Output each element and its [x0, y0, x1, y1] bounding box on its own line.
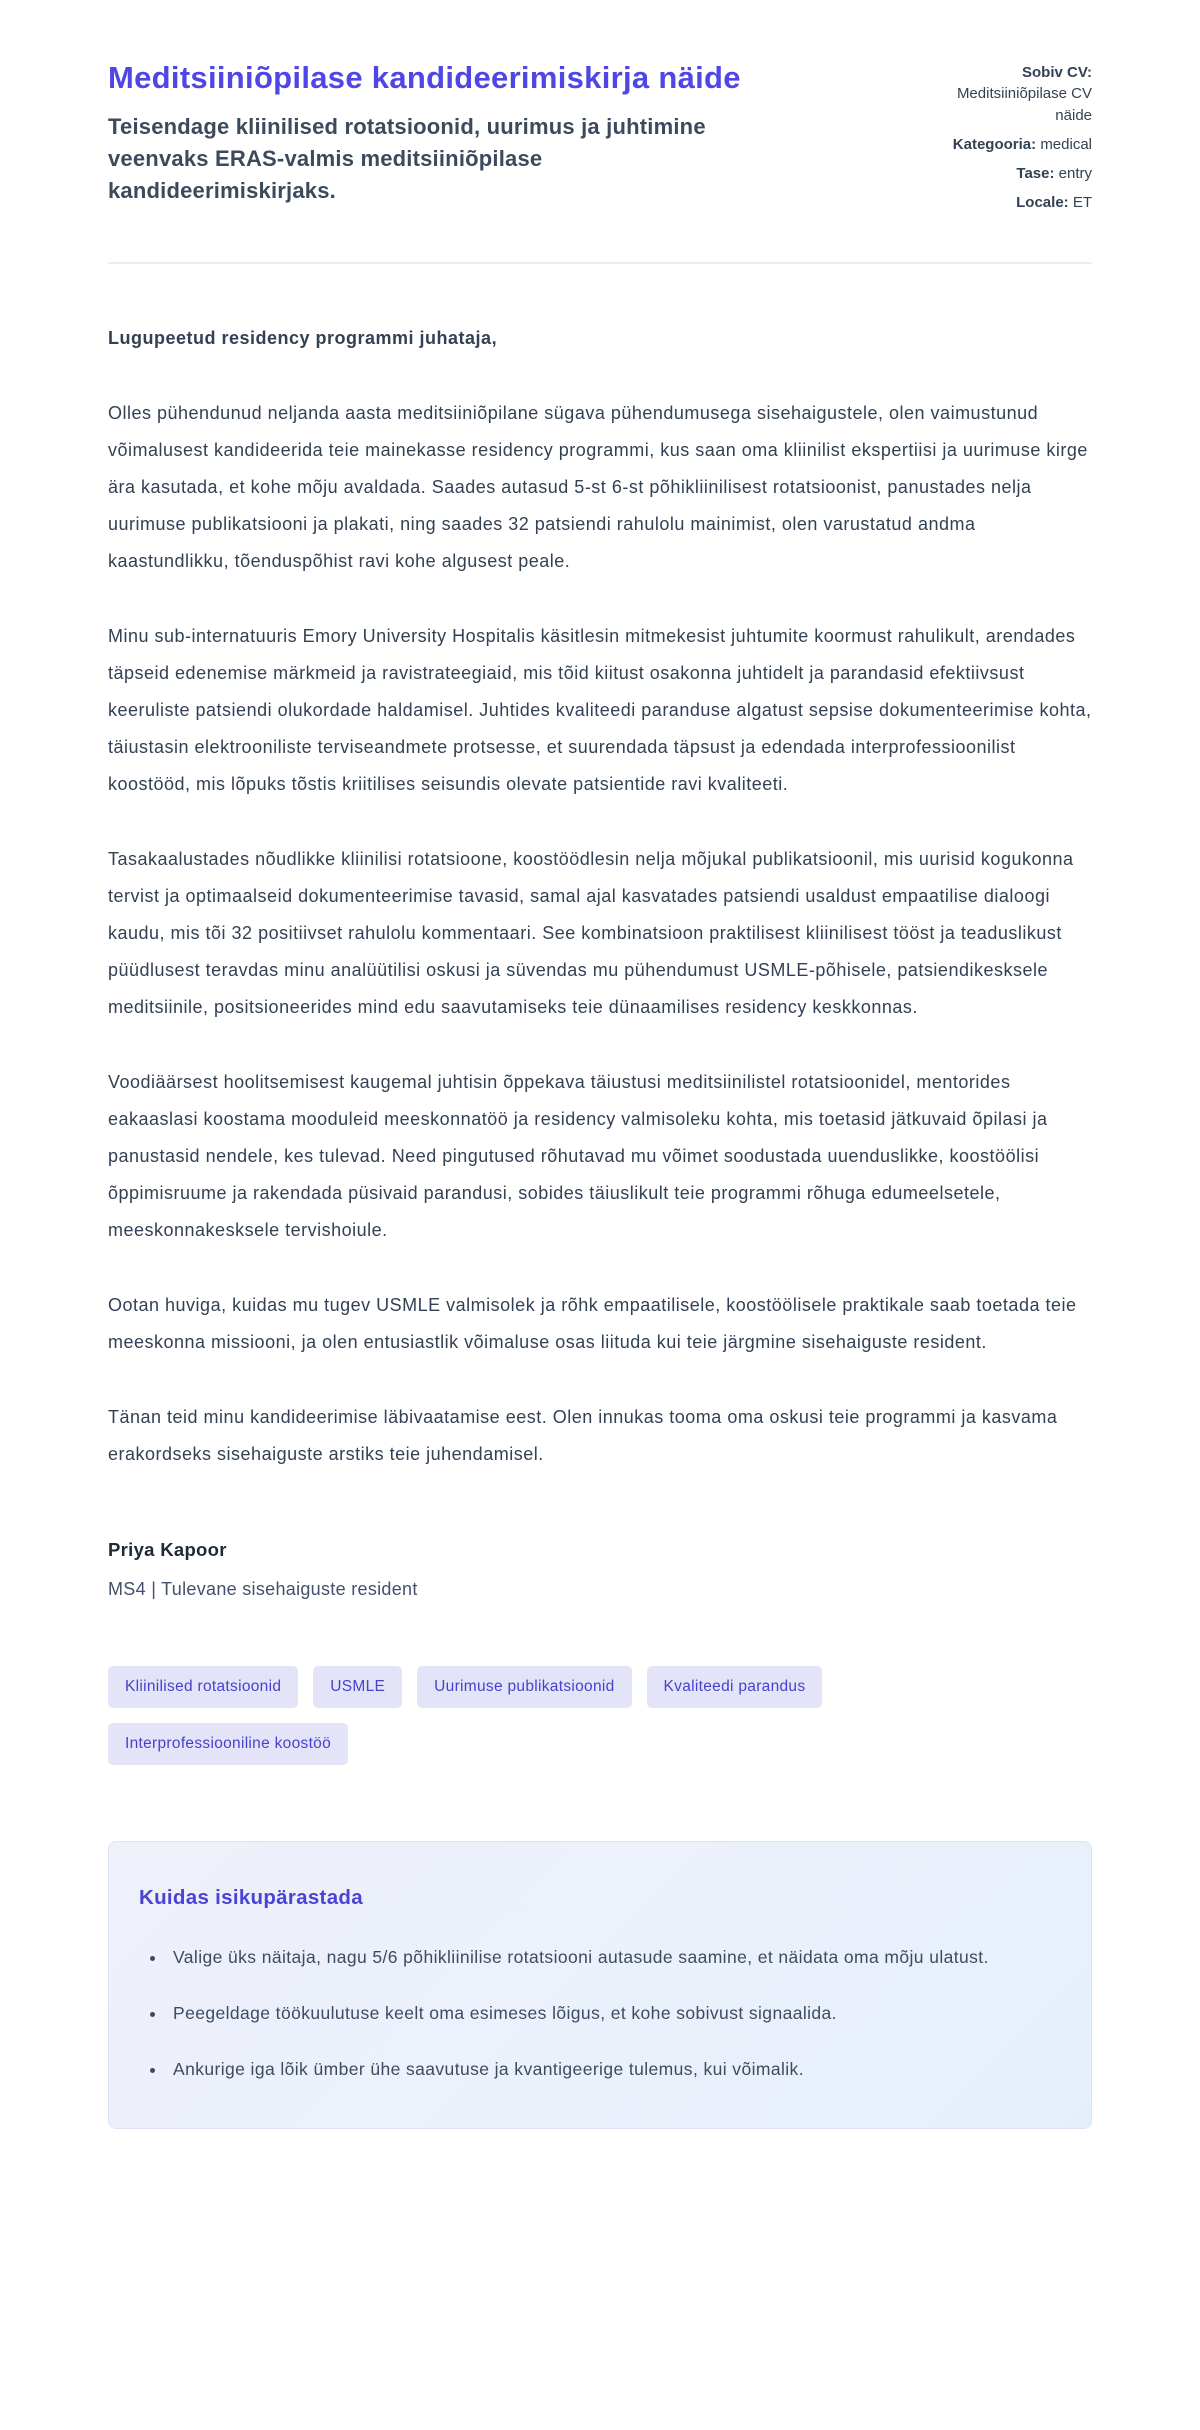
callout-bullet: • Ankurige iga lõik ümber ühe saavutuse ja kvantigeerige tulemus, kui võimalik.	[167, 2052, 1059, 2086]
letter-paragraph: Olles pühendunud neljanda aasta meditsiiniõpilane sügava pühendumusega sisehaigustele, olen vaimustunud võimalusest kandideerida teie mainekasse residency programmi, kus saan oma kliinilist ekspertiisi ja uurimuse kirge ära kasutada, et kohe mõju avaldada. Saades autasud 5-st 6-st põhikliinilisest rotatsioonist, panustades nelja uurimuse publikatsiooni ja plakati, ning saades 32 patsiendi rahulolu mainimist, olen varustatud andma kaastundlikku, tõenduspõhist ravi kohe algusest peale.	[108, 402, 1088, 571]
tag-chip-quality-improvement: Kvaliteedi parandus	[647, 1666, 823, 1708]
tag-list	[108, 1666, 1008, 1765]
header-left	[108, 58, 768, 207]
page-subtitle: Teisendage kliinilised rotatsioonid, uurimus ja juhtimine veenvaks ERAS-valmis meditsiiniõpilase kandideerimiskirjaks.	[108, 113, 706, 203]
meta-matching-cv-value: Meditsiiniõpilase CV näide	[956, 85, 1092, 124]
callout-bullet: • Valige üks näitaja, nagu 5/6 põhikliinilise rotatsiooni autasude saamine, et näidata oma mõju ulatust.	[167, 1940, 1059, 1974]
meta-category	[927, 134, 1092, 155]
letter-greeting: Lugupeetud residency programmi juhataja,	[108, 327, 498, 348]
letter-paragraph: Tasakaalustades nõudlikke kliinilisi rotatsioone, koostöödlesin nelja mõjukal publikatsioonil, mis uurisid kogukonna tervist ja optimaalseid dokumenteerimise tavasid, samal ajal kasvatades patsiendi usaldust empaatilise dialoogi kaudu, mis tõi 32 positiivset rahulolu kommentaari. See kombinatsioon praktilisest kliinilisest tööst ja teaduslikust püüdlusest teravdas minu analüütilisi oskusi ja süvendas mu pühendumust USMLE-põhisele, patsiendikesksele meditsiinile, positsioneerides mind edu saavutamiseks teie dünaamilises residency keskkonnas.	[108, 848, 1074, 1017]
signature-role: MS4 | Tulevane sisehaiguste resident	[108, 1578, 418, 1599]
callout-bullet-list	[139, 1940, 1059, 2086]
personalization-callout	[108, 1841, 1092, 2129]
meta-category-value: medical	[1040, 135, 1092, 153]
content-container	[108, 0, 1092, 2209]
tag-chip-research-publications: Uurimuse publikatsioonid	[417, 1666, 631, 1708]
letter-paragraph: Tänan teid minu kandideerimise läbivaatamise eest. Olen innukas tooma oma oskusi teie programmi ja kasvama erakordseks sisehaiguste arstiks teie juhendamisel.	[108, 1406, 1058, 1464]
meta-matching-cv	[927, 62, 1092, 126]
meta-matching-cv-label: Sobiv CV:	[1021, 64, 1092, 81]
meta-locale-value: ET	[1072, 194, 1092, 212]
meta-level-label: Tase:	[1016, 165, 1059, 183]
tag-chip-clinical-rotations: Kliinilised rotatsioonid	[108, 1666, 298, 1708]
tag-chip-usmle: USMLE	[313, 1666, 402, 1708]
meta-level-value: entry	[1058, 165, 1092, 183]
meta-level	[927, 163, 1092, 184]
letter-body	[108, 320, 1092, 1473]
letter-paragraph: Minu sub-internatuuris Emory University Hospitalis käsitlesin mitmekesist juhtumite koormust rahulikult, arendades täpseid edenemise märkmeid ja ravistrateegiaid, mis tõid kiitust osakonna juhtidelt ja parandasid efektiivsust keeruliste patsiendi olukordade haldamisel. Juhtides kvaliteedi paranduse algatust sepsise dokumenteerimise kohta, täiustasin elektrooniliste terviseandmete protsesse, et suurendada täpsust ja edendada interprofessioonilist koostööd, mis lõpuks tõstis kriitilises seisundis olevate patsientide ravi kvaliteeti.	[108, 625, 1092, 794]
letter-paragraph: Voodiäärsest hoolitsemisest kaugemal juhtisin õppekava täiustusi meditsiinilistel rotatsioonidel, mentorides eakaaslasi koostama mooduleid meeskonnatöö ja residency valmisoleku kohta, mis toetasid jätkuvaid õpilasi ja panustasid nendele, kes tulevad. Need pingutused rõhutavad mu võimet soodustada uuenduslikke, koostöölisi õppimisruume ja rakendada püsivaid parandusi, sobides täiuslikult teie programmi rõhuga edumeelsetele, meeskonnakesksele tervishoiule.	[108, 1071, 1048, 1240]
callout-bullet: • Peegeldage töökuulutuse keelt oma esimeses lõigus, et kohe sobivust signaalida.	[167, 1996, 1059, 2030]
signature-name: Priya Kapoor	[108, 1538, 227, 1560]
header-meta	[927, 58, 1092, 222]
signature-block	[108, 1539, 1092, 1600]
header-divider	[108, 262, 1092, 264]
header	[108, 58, 1092, 222]
meta-category-label: Kategooria:	[952, 135, 1041, 153]
page-title: Meditsiiniõpilase kandideerimiskirja näide	[108, 60, 741, 95]
callout-title: Kuidas isikupärastada	[139, 1885, 363, 1909]
meta-locale	[927, 192, 1092, 213]
letter-paragraph: Ootan huviga, kuidas mu tugev USMLE valmisolek ja rõhk empaatilisele, koostöölisele praktikale saab toetada teie meeskonna missiooni, ja olen entusiastlik võimaluse osas liituda kui teie järgmine sisehaiguste resident.	[108, 1294, 1077, 1352]
meta-locale-label: Locale:	[1016, 194, 1073, 212]
tag-chip-interprofessional-collaboration: Interprofessiooniline koostöö	[108, 1723, 348, 1765]
